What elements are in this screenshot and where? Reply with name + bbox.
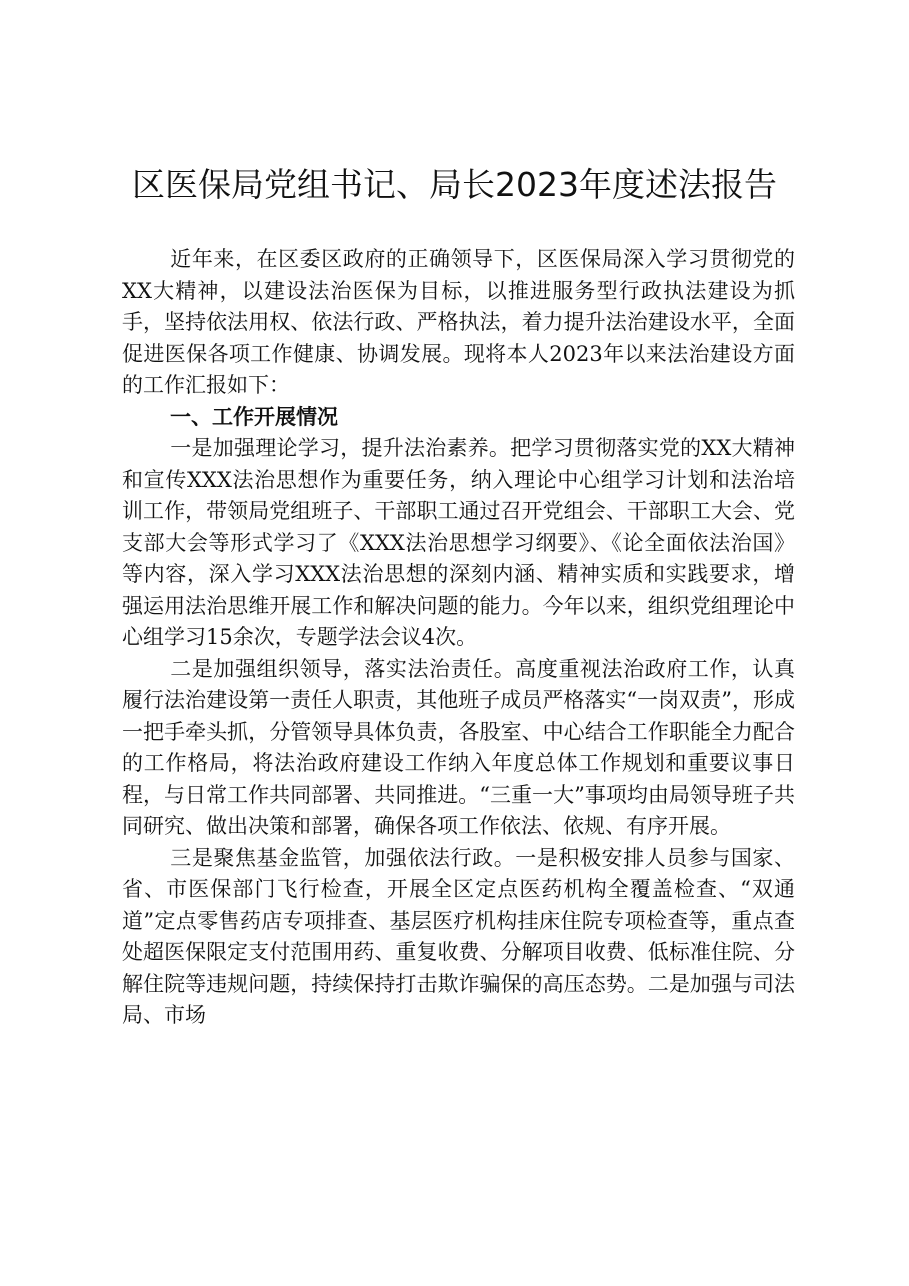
paragraph-fund-supervision: 三是聚焦基金监管，加强依法行政。一是积极安排人员参与国家、省、市医保部门飞行检查，开展全区定点医药机构全覆盖检查、“双通道”定点零售药店专项排查、基层医疗机构挂床住院专项检查等，重点查处超医保限定支付范围用药、重复收费、分解项目收费、低标准住院、分解住院等违规问题，持续保持打击欺诈骗保的高压态势。二是加强与司法局、市场 xyxy=(122,845,795,1027)
document-title: 区医保局党组书记、局长2023年度述法报告 xyxy=(132,165,777,204)
document-body xyxy=(122,244,795,1032)
paragraph-theory-study: 一是加强理论学习，提升法治素养。把学习贯彻落实党的XX大精神和宣传XXX法治思想作为重要任务，纳入理论中心组学习计划和法治培训工作，带领局党组班子、干部职工通过召开党组会、干部职工大会、党支部大会等形式学习了《XXX法治思想学习纲要》、《论全面依法治国》等内容，深入学习XXX法治思想的深刻内涵、精神实质和实践要求，增强运用法治思维开展工作和解决问题的能力。今年以来，组织党组理论中心组学习15余次，专题学法会议4次。 xyxy=(122,436,795,649)
paragraph-organization-leadership: 二是加强组织领导，落实法治责任。高度重视法治政府工作，认真履行法治建设第一责任人职责，其他班子成员严格落实“一岗双责”，形成一把手牵头抓，分管领导具体负责，各股室、中心结合工作职能全力配合的工作格局，将法治政府建设工作纳入年度总体工作规划和重要议事日程，与日常工作共同部署、共同推进。“三重一大”事项均由局领导班子共同研究、做出决策和部署，确保各项工作依法、依规、有序开展。 xyxy=(122,656,795,838)
section-heading: 一、工作开展情况 xyxy=(170,404,338,429)
intro-paragraph: 近年来，在区委区政府的正确领导下，区医保局深入学习贯彻党的XX大精神，以建设法治医保为目标，以推进服务型行政执法建设为抓手，坚持依法用权、依法行政、严格执法，着力提升法治建设水平，全面促进医保各项工作健康、协调发展。现将本人2023年以来法治建设方面的工作汇报如下： xyxy=(122,247,795,397)
